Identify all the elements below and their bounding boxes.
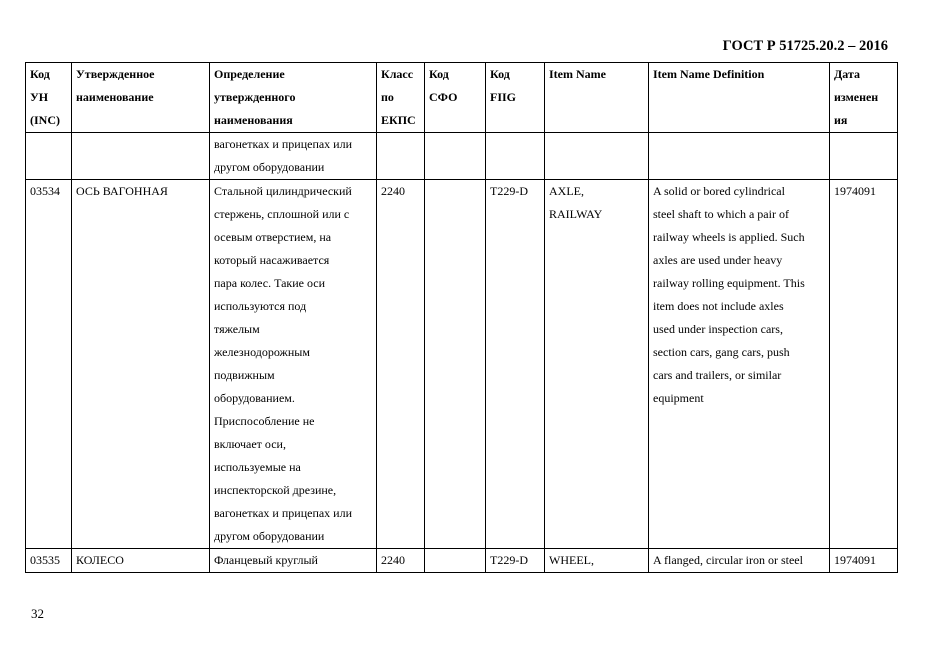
document-title: ГОСТ Р 51725.20.2 – 2016 [722,38,888,54]
header-item-name: Item Name [545,63,649,133]
cell-date: 1974091 [830,180,898,549]
cell-class: 2240 [377,549,425,573]
cell-item-name: WHEEL, [545,549,649,573]
table-row-continuation [26,133,898,180]
cell-sfo [425,180,486,549]
cell-sfo [425,549,486,573]
cell-item-name-definition: A solid or bored cylindrical steel shaft to which a pair of railway wheels is applied. Such axles are used under heavy railway rolling equipment. This item does not include axles used under inspection cars, section cars, gang cars, push cars and trailers, or similar equipment [649,180,830,549]
cell-fiig: T229-D [486,549,545,573]
page-number: 32 [31,606,44,621]
header-class: Класс по ЕКПС [377,63,425,133]
cell-inc: 03534 [26,180,72,549]
cell-date: 1974091 [830,549,898,573]
table-header-row [26,63,898,133]
cell-definition: вагонетках и прицепах или другом оборудовании [210,133,377,180]
header-inc: Код УН (INC) [26,63,72,133]
header-item-name-definition: Item Name Definition [649,63,830,133]
cell-name: КОЛЕСО [72,549,210,573]
cell-inc: 03535 [26,549,72,573]
cell-class: 2240 [377,180,425,549]
cell-fiig: T229-D [486,180,545,549]
cell-name: ОСЬ ВАГОННАЯ [72,180,210,549]
table-row [26,180,898,549]
data-table [25,62,898,573]
header-date: Дата изменен ия [830,63,898,133]
cell-definition: Стальной цилиндрический стержень, сплошной или с осевым отверстием, на который насаживается пара колес. Такие оси используются под тяжелым железнодорожным подвижным оборудованием. Приспособление не включает оси, используемые на инспекторской дрезине, вагонетках и прицепах или другом оборудовании [210,180,377,549]
header-fiig: Код FIIG [486,63,545,133]
cell-definition: Фланцевый круглый [210,549,377,573]
header-definition: Определение утвержденного наименования [210,63,377,133]
header-sfo: Код СФО [425,63,486,133]
header-approved-name: Утвержденное наименование [72,63,210,133]
cell-item-name-definition: A flanged, circular iron or steel [649,549,830,573]
table-row [26,549,898,573]
cell-item-name: AXLE, RAILWAY [545,180,649,549]
